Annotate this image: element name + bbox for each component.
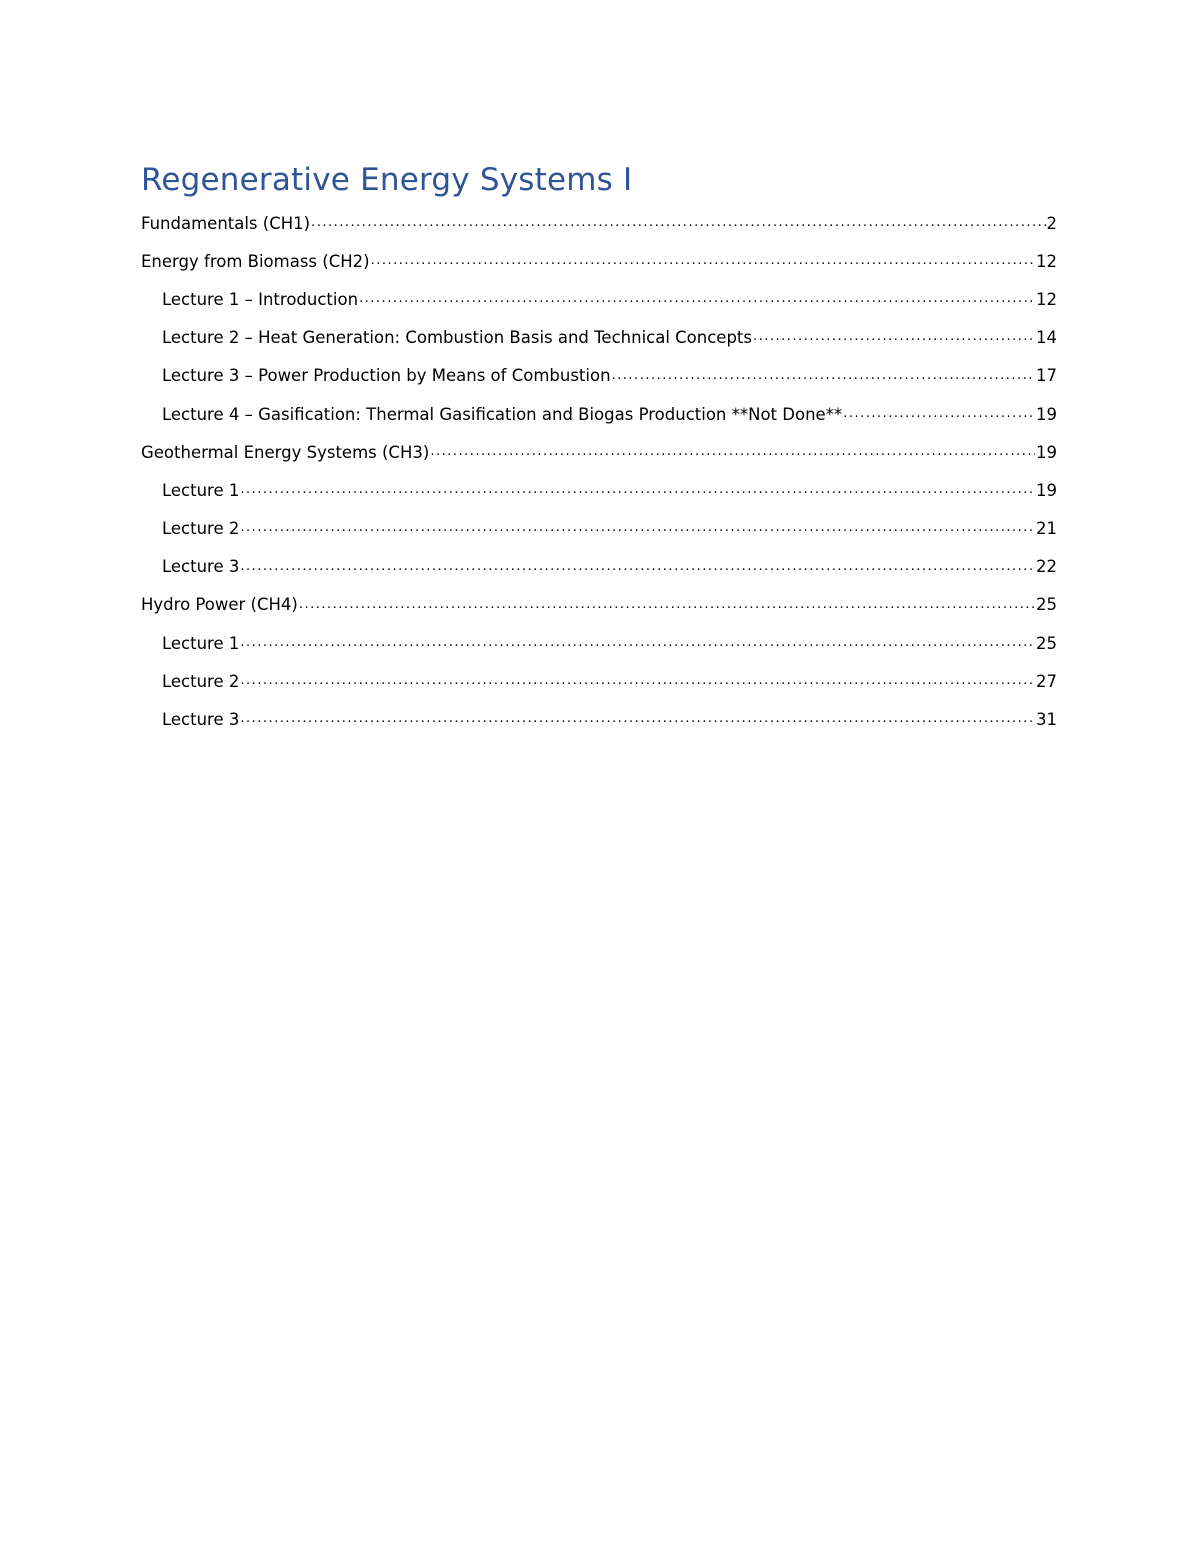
toc-entry-label: Lecture 3 xyxy=(162,557,240,577)
toc-entry-hydro-lecture-2[interactable] xyxy=(141,662,1057,700)
toc-page-number: 19 xyxy=(1036,404,1057,424)
toc-dot-leader xyxy=(240,636,1035,653)
toc-entry-biomass-lecture-4[interactable] xyxy=(141,395,1057,433)
toc-entry-label: Fundamentals (CH1) xyxy=(141,213,311,233)
toc-entry-label: Lecture 2 xyxy=(162,519,240,539)
document-title: Regenerative Energy Systems I xyxy=(141,162,633,198)
toc-dot-leader xyxy=(612,369,1035,386)
toc-page-number: 31 xyxy=(1036,710,1057,730)
toc-entry-hydro-power[interactable] xyxy=(141,586,1057,624)
toc-dot-leader xyxy=(753,330,1035,347)
toc-entry-label: Lecture 1 xyxy=(162,633,240,653)
toc-entry-label: Lecture 4 – Gasification: Thermal Gasification and Biogas Production **Not Done** xyxy=(162,404,843,424)
toc-entry-biomass[interactable] xyxy=(141,242,1057,280)
toc-entry-biomass-lecture-1[interactable] xyxy=(141,280,1057,318)
toc-dot-leader xyxy=(240,560,1035,577)
toc-page-number: 27 xyxy=(1036,671,1057,691)
toc-dot-leader xyxy=(430,445,1035,462)
toc-page-number: 25 xyxy=(1036,633,1057,653)
toc-page-number: 25 xyxy=(1036,595,1057,615)
toc-page-number: 12 xyxy=(1036,251,1057,271)
toc-entry-fundamentals[interactable] xyxy=(141,204,1057,242)
toc-page-number: 2 xyxy=(1046,213,1057,233)
toc-entry-geothermal-lecture-2[interactable] xyxy=(141,510,1057,548)
toc-entry-label: Lecture 3 – Power Production by Means of Combustion xyxy=(162,366,611,386)
table-of-contents xyxy=(141,204,1057,739)
toc-entry-hydro-lecture-1[interactable] xyxy=(141,624,1057,662)
toc-dot-leader xyxy=(371,254,1035,271)
toc-entry-label: Lecture 2 – Heat Generation: Combustion Basis and Technical Concepts xyxy=(162,328,752,348)
toc-dot-leader xyxy=(299,598,1035,615)
toc-dot-leader xyxy=(240,483,1035,500)
toc-entry-label: Lecture 2 xyxy=(162,671,240,691)
toc-entry-label: Hydro Power (CH4) xyxy=(141,595,298,615)
toc-entry-geothermal-lecture-3[interactable] xyxy=(141,548,1057,586)
toc-dot-leader xyxy=(240,712,1035,729)
toc-dot-leader xyxy=(311,216,1045,233)
toc-entry-biomass-lecture-3[interactable] xyxy=(141,357,1057,395)
toc-page-number: 19 xyxy=(1036,480,1057,500)
toc-entry-label: Lecture 3 xyxy=(162,710,240,730)
toc-dot-leader xyxy=(843,407,1035,424)
toc-entry-label: Energy from Biomass (CH2) xyxy=(141,251,370,271)
toc-page-number: 19 xyxy=(1036,442,1057,462)
toc-page-number: 12 xyxy=(1036,289,1057,309)
toc-entry-hydro-lecture-3[interactable] xyxy=(141,700,1057,738)
toc-entry-label: Lecture 1 xyxy=(162,480,240,500)
toc-entry-label: Geothermal Energy Systems (CH3) xyxy=(141,442,430,462)
toc-entry-label: Lecture 1 – Introduction xyxy=(162,289,359,309)
toc-page-number: 17 xyxy=(1036,366,1057,386)
toc-dot-leader xyxy=(240,674,1035,691)
toc-dot-leader xyxy=(240,521,1035,538)
toc-page-number: 14 xyxy=(1036,328,1057,348)
toc-dot-leader xyxy=(359,292,1035,309)
toc-entry-geothermal-lecture-1[interactable] xyxy=(141,471,1057,509)
toc-entry-biomass-lecture-2[interactable] xyxy=(141,319,1057,357)
toc-page-number: 22 xyxy=(1036,557,1057,577)
toc-entry-geothermal[interactable] xyxy=(141,433,1057,471)
toc-page-number: 21 xyxy=(1036,519,1057,539)
